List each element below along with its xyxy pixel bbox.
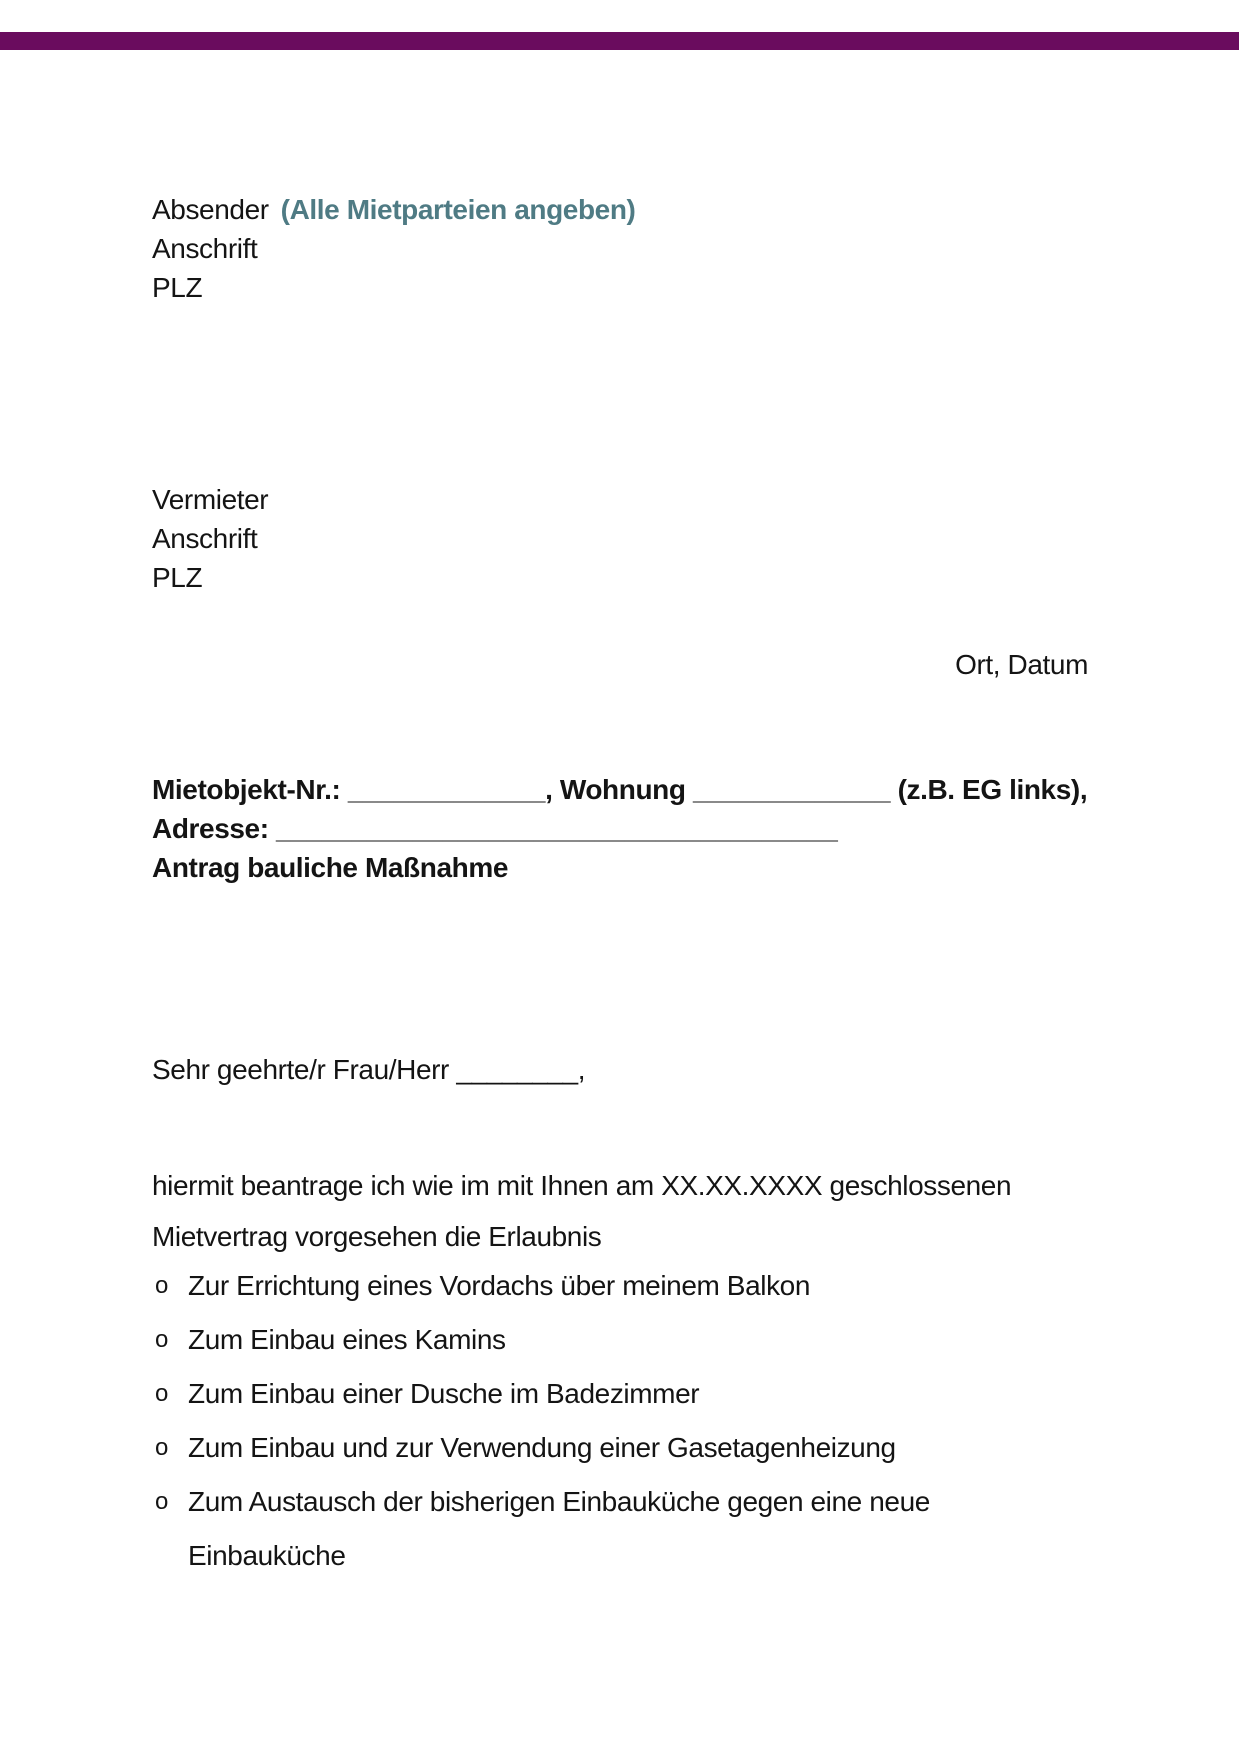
rental-object-reference-line: Mietobjekt-Nr.: _____________, Wohnung _____________ (z.B. EG links), bbox=[152, 774, 1088, 805]
sender-note: (Alle Mietparteien angeben) bbox=[280, 194, 636, 225]
bullet-circle-icon: o bbox=[155, 1326, 168, 1353]
list-item bbox=[152, 1367, 1022, 1421]
landlord-postal-placeholder: PLZ bbox=[152, 562, 203, 593]
sender-street-placeholder: Anschrift bbox=[152, 233, 258, 264]
list-item bbox=[152, 1421, 1022, 1475]
sender-header-line bbox=[152, 190, 1088, 229]
bullet-circle-icon: o bbox=[155, 1488, 168, 1515]
list-item-text: Zum Einbau einer Dusche im Badezimmer bbox=[188, 1378, 700, 1409]
list-item bbox=[152, 1259, 1022, 1313]
subject-block bbox=[152, 770, 1088, 887]
sender-postal-placeholder: PLZ bbox=[152, 272, 203, 303]
list-item-text: Zum Einbau und zur Verwendung einer Gasetagenheizung bbox=[188, 1432, 896, 1463]
landlord-label: Vermieter bbox=[152, 484, 269, 515]
place-date-line: Ort, Datum bbox=[955, 649, 1088, 680]
bullet-circle-icon: o bbox=[155, 1434, 168, 1461]
sender-address-block bbox=[152, 190, 1088, 307]
list-item bbox=[152, 1475, 1022, 1583]
address-fill-in-line: Adresse: _____________________________________ bbox=[152, 813, 838, 844]
header-accent-bar bbox=[0, 32, 1239, 50]
landlord-address-block bbox=[152, 480, 1088, 597]
request-options-list bbox=[152, 1259, 1022, 1583]
list-item-text: Zur Errichtung eines Vordachs über meinem Balkon bbox=[188, 1270, 811, 1301]
body-paragraph-line-1: hiermit beantrage ich wie im mit Ihnen am XX.XX.XXXX geschlossenen bbox=[152, 1170, 1012, 1201]
sender-label: Absender bbox=[152, 194, 269, 225]
bullet-circle-icon: o bbox=[155, 1272, 168, 1299]
landlord-street-placeholder: Anschrift bbox=[152, 523, 258, 554]
salutation-line: Sehr geehrte/r Frau/Herr ________, bbox=[152, 1054, 586, 1085]
bullet-circle-icon: o bbox=[155, 1380, 168, 1407]
subject-title: Antrag bauliche Maßnahme bbox=[152, 852, 509, 883]
list-item-text: Zum Einbau eines Kamins bbox=[188, 1324, 506, 1355]
body-paragraph bbox=[152, 1160, 1088, 1262]
list-item bbox=[152, 1313, 1022, 1367]
list-item-text: Zum Austausch der bisherigen Einbauküche gegen eine neue Einbauküche bbox=[188, 1486, 930, 1571]
body-paragraph-line-2: Mietvertrag vorgesehen die Erlaubnis bbox=[152, 1221, 602, 1252]
